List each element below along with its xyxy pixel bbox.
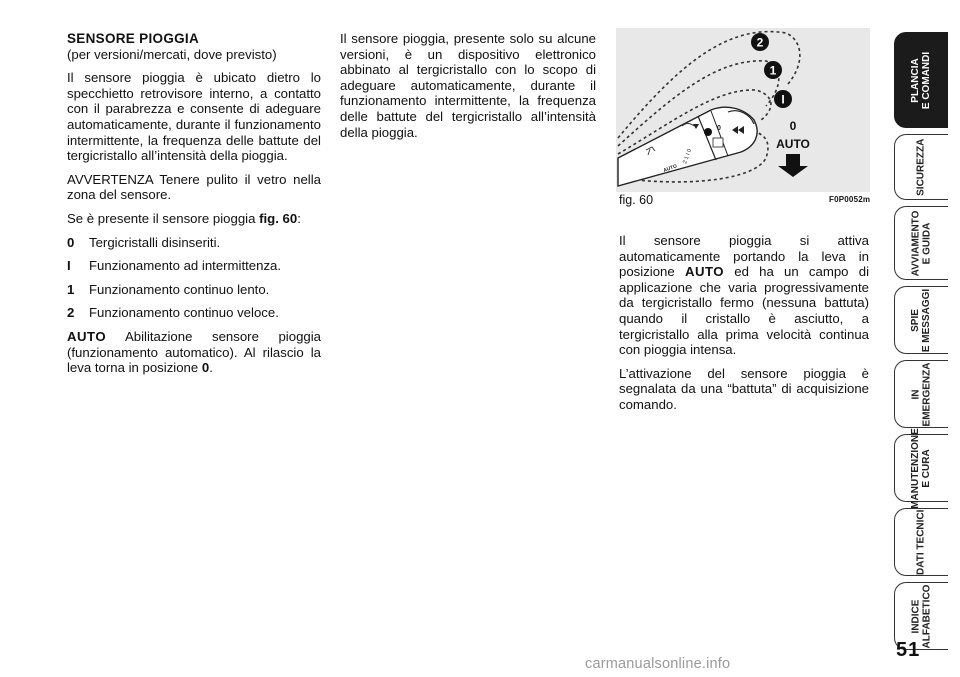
warning-paragraph: AVVERTENZA Tenere pulito il vetro nella zona del sensore. (67, 171, 321, 203)
auto-period: . (209, 360, 213, 376)
list-item-key: 1 (67, 281, 75, 297)
tab-plancia-e-comandi[interactable] (894, 32, 948, 128)
wiper-lever-illustration (616, 28, 870, 192)
lever-body (618, 107, 757, 186)
auto-key: AUTO (67, 328, 107, 344)
tab-in-emergenza[interactable] (894, 360, 948, 428)
tab-label: SICUREZZA (915, 138, 927, 196)
list-item-text: Funzionamento ad intermittenza. (89, 258, 282, 274)
activation-rest: ed ha un campo di applicazione che varia progressivamente da tergicristallo fermo (nessuna battuta) quando il cristallo è asciutto, a tergicristallo alla prima velocità continua con pioggia intensa. (619, 264, 869, 358)
tab-avviamento-e-guida[interactable] (894, 206, 948, 280)
sensor-paragraph: Il sensore pioggia, presente solo su alcune versioni, è un dispositivo elettronico abbinato al tergicristallo con lo scopo di adeguare automaticamente, durante il funzionamento intermittente, la frequenza delle battute del tergicristallo all’intensità della pioggia. (340, 31, 596, 140)
tab-manutenzione-e-cura[interactable] (894, 427, 948, 509)
description-paragraph: Il sensore pioggia è ubicato dietro lo specchietto retrovisore interno, a contatto con il parabrezza e consente di adeguare automaticamente, durante il funzionamento intermittente, la frequenza delle battute del tergicristallo all’intensità della pioggia. (67, 70, 321, 164)
lever-scale-label: 2 1 I 0 (682, 148, 694, 165)
auto-text: Abilitazione sensore pioggia (funzionamento automatico). Al rilascio la leva torna in posizione (67, 328, 321, 376)
signal-paragraph: L’attivazione del sensore pioggia è segnalata da una “battuta” di acquisizione comando. (619, 365, 869, 412)
activation-auto-key: AUTO (684, 264, 725, 280)
list-item-key: 0 (67, 234, 75, 250)
intro-paragraph (67, 211, 321, 227)
figure-code: F0P0052m (829, 195, 871, 204)
activation-text: Il sensore pioggia si attiva automaticamente portando la leva in posizione (619, 233, 869, 280)
list-item-text: Tergicristalli disinseriti. (89, 234, 221, 250)
left-column (67, 31, 321, 384)
middle-column (340, 31, 596, 148)
lever-auto-label: AUTO (662, 163, 678, 174)
page-number: 51 (896, 639, 921, 661)
list-item-key: 2 (67, 305, 75, 321)
list-item (67, 258, 321, 274)
tab-label: MANUTENZIONE E CURA (910, 427, 932, 509)
tab-label: AVVIAMENTO E GUIDA (910, 210, 932, 276)
list-item (67, 282, 321, 298)
activation-paragraph (619, 233, 869, 358)
position-2-label: 2 (756, 35, 764, 50)
intro-colon: : (297, 210, 301, 226)
auto-paragraph (67, 329, 321, 376)
down-arrow-icon (778, 154, 808, 177)
auto-end-key: 0 (201, 360, 210, 376)
section-title: SENSORE PIOGGIA (67, 31, 200, 46)
figure-caption: fig. 60 (619, 193, 654, 207)
tab-label: IN EMERGENZA (910, 362, 932, 426)
list-item (67, 305, 321, 321)
tab-spie-e-messaggi[interactable] (894, 286, 948, 354)
list-item-key: I (67, 258, 71, 274)
position-1-label: 1 (769, 63, 777, 78)
position-0-label: 0 (789, 119, 797, 133)
position-auto-label: AUTO (776, 137, 810, 151)
lever-window (713, 138, 723, 147)
wiper-lever-figure (616, 28, 870, 192)
figure-reference: fig. 60 (259, 210, 298, 226)
list-item (67, 235, 321, 251)
list-item-text: Funzionamento continuo lento. (89, 281, 270, 297)
watermark: carmanualsonline.info (585, 656, 731, 672)
lever-zero-label: 0 (717, 125, 721, 132)
right-column (619, 233, 869, 421)
tab-label: PLANCIA E COMANDI (910, 51, 932, 109)
tab-dati-tecnici[interactable] (894, 508, 948, 576)
tab-label: SPIE E MESSAGGI (910, 288, 932, 352)
tab-sicurezza[interactable] (894, 134, 948, 200)
intro-text: Se è presente il sensore pioggia (67, 210, 260, 226)
tab-label: INDICE ALFABETICO (910, 584, 932, 648)
list-item-text: Funzionamento continuo veloce. (89, 305, 279, 321)
tab-label: DATI TECNICI (915, 509, 927, 575)
lever-button (704, 128, 712, 136)
position-i-label: I (781, 92, 785, 107)
section-subtitle: (per versioni/mercati, dove previsto) (67, 46, 277, 62)
